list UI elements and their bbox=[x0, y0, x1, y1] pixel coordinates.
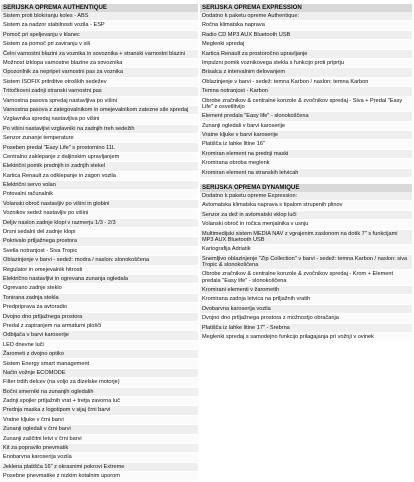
list-item: Tonirana zadnja stekla bbox=[1, 294, 198, 303]
list-item: Kromiran element na stranskih letvicah bbox=[200, 169, 412, 178]
list-item: Vratne kljuke v barvi karoserije bbox=[200, 131, 412, 140]
list-item: Dodatno k paketu opreme Expression: bbox=[200, 192, 412, 201]
expression-list bbox=[200, 12, 412, 178]
list-item: Ročna klimatska naprava bbox=[200, 21, 412, 30]
dynamique-heading: SERIJSKA OPREMA DYNAMIQUE bbox=[200, 184, 412, 192]
list-item: Po višini nastavljivi vzglavniki na zadnjih treh sedežih bbox=[1, 125, 198, 134]
list-item: Impulzni pomik voznikovega stekla s funkcijo proti priprtju bbox=[200, 59, 412, 68]
list-item: Prednja maska z logotipom v sijaj črni barvi bbox=[1, 406, 198, 415]
list-item: Regulator in omejevalnik hitrosti bbox=[1, 266, 198, 275]
list-item: Oblazinjenje v barvi - sedež: modra / naslon: slonokoščena bbox=[1, 256, 198, 265]
list-item: Multimedijski sistem MEDIA NAV z vgrajenim zaslonom na dotik 7" s funkcijami MP3 AUX Bluetooth USB bbox=[200, 230, 412, 246]
authentique-heading: SERIJSKA OPREMA AUTHENTIQUE bbox=[1, 4, 198, 12]
list-item: Radio CD MP3 AUX Bluetooth USB bbox=[200, 31, 412, 40]
list-item: Filter trdih delcev (na voljo za dizelske motorje) bbox=[1, 378, 198, 387]
list-item: Zadnji spojler prtljažnih vrat + tretja zavorna luč bbox=[1, 397, 198, 406]
list-item: Pokrivalo prtljažnega prostora bbox=[1, 237, 198, 246]
list-item: Predpriprava za avtoradio bbox=[1, 303, 198, 312]
list-item: Sistem proti blokiranju koles - ABS bbox=[1, 12, 198, 21]
list-item: Brisalca z intervalnim delovanjem bbox=[200, 68, 412, 77]
list-item: Senzor za dež in avtomatski vklop luči bbox=[200, 211, 412, 220]
list-item: Kromirana obroba meglenk bbox=[200, 159, 412, 168]
list-item: Kartografija Adriatik bbox=[200, 245, 412, 254]
list-item: Čelni varnostni blazini za voznika in sovoznika + stranski varnostni blazini bbox=[1, 50, 198, 59]
list-item: Zunanji zaščitni letvi v črni barvi bbox=[1, 435, 198, 444]
list-item: Električno nastavljivi in ogrevana zunanja ogledala bbox=[1, 275, 198, 284]
list-item: Temna notranjost - Karbon bbox=[200, 87, 412, 96]
list-item: Voznikov sedež nastavljiv po višini bbox=[1, 209, 198, 218]
list-item: Meglenki spredaj bbox=[200, 40, 412, 49]
list-item: Električni servo volan bbox=[1, 181, 198, 190]
list-item: Varnostna pasova spredaj nastavljiva po višini bbox=[1, 97, 198, 106]
list-item: Tritočkovni zadnji stranski varnostni pas bbox=[1, 87, 198, 96]
list-item: Električni pomik prednjih in zadnjih stekel bbox=[1, 162, 198, 171]
list-item: Platišča iz lahke litine 17" - Srebrna bbox=[200, 324, 412, 333]
list-item: Predal z zapiranjem na armaturni plošči bbox=[1, 322, 198, 331]
list-item: Kromirana zadnja letvica na prtljažnih vratih bbox=[200, 295, 412, 304]
list-item: Dvojno dno prtljažnega prostora bbox=[1, 313, 198, 322]
dynamique-list bbox=[200, 192, 412, 342]
list-item: Opozorilnik za nepripet varnostni pas za voznika bbox=[1, 68, 198, 77]
list-item: Element predala "Easy life" - slonokoščena bbox=[200, 112, 412, 121]
list-item: Avtomatska klimatska naprava s tipalom strupenih plinov bbox=[200, 201, 412, 210]
list-item: Platišča iz lahke litine 16" bbox=[200, 140, 412, 149]
list-item: Sistem Energy smart management bbox=[1, 359, 198, 368]
list-item: Kit za popravilo pnevmatik bbox=[1, 444, 198, 453]
list-item: Način vožnje ECOMODE bbox=[1, 369, 198, 378]
list-item: Obrobe zračnikov & centralne konzole & zvočnikov spredaj - Siva + Predal "Easy Life" z osvetlitvijo bbox=[200, 97, 412, 113]
list-item: Enobarvna karoserija vozila bbox=[1, 453, 198, 462]
list-item: Zunanji ogledali v barvi karoserije bbox=[200, 122, 412, 131]
authentique-column bbox=[1, 4, 198, 482]
list-item: Senzor zunanje temperature bbox=[1, 134, 198, 143]
list-item: Žarometi z dvojno optiko bbox=[1, 350, 198, 359]
list-item: Kartica Renault za prostoročno upravljanje bbox=[200, 50, 412, 59]
list-item: Obrobe zračnikov & centralne konzole & zvočnikov spredaj - Krom + Element predala "Easy life" - slonokoščena bbox=[200, 270, 412, 286]
list-item: Kartica Renault za odklepanje in zagon vozila bbox=[1, 172, 198, 181]
list-item: Poseben predal "Easy Life" s prostornino 11L bbox=[1, 143, 198, 152]
list-item: Potovalni računalnik bbox=[1, 190, 198, 199]
list-item: Deljiv naslon zadnje klopi v razmerju 1/3 - 2/3 bbox=[1, 219, 198, 228]
list-item: Snemljivo oblazinjenje "Zip Collection" v barvi - sedež: temna Karbon / naslon: siva Tropic & slonokoščena bbox=[200, 255, 412, 271]
upgrade-column bbox=[200, 4, 412, 342]
list-item: Kromirani elementi v žarometih bbox=[200, 286, 412, 295]
list-item: Posebne pnevmatike z nizkim kotalnim uporom bbox=[1, 472, 198, 481]
list-item: Meglenki spredaj s samodejno funkcijo prilagajanja pri vožnji v ovinek bbox=[200, 333, 412, 342]
list-item: Odbijača v barvi karoserije bbox=[1, 331, 198, 340]
authentique-list bbox=[1, 12, 198, 482]
list-item: Dodatno k paketu opreme Authentique: bbox=[200, 12, 412, 21]
list-item: Dvobarvna karoserija vozila bbox=[200, 305, 412, 314]
list-item: Sistem za pomoč pri zaviranju v sili bbox=[1, 40, 198, 49]
list-item: Vzglavnika spredaj nastavljiva po višini bbox=[1, 115, 198, 124]
list-item: Kromiran element na prednji maski bbox=[200, 150, 412, 159]
list-item: Jeklena platišča 16" z okrasnimi pokrovi Extreme bbox=[1, 463, 198, 472]
list-item: Vratne kljuke v črni barvi bbox=[1, 416, 198, 425]
list-item: Volanski obroč nastavljiv po višini in globini bbox=[1, 200, 198, 209]
list-item: Svetla notranjost - Siva Tropic bbox=[1, 247, 198, 256]
list-item: Centralno zaklepanje z daljinskim upravljanjem bbox=[1, 153, 198, 162]
list-item: Varnostna pasova z zategovalnikom in omejevalnikom zatezne sile spredaj bbox=[1, 106, 198, 115]
list-item: LED dnevne luči bbox=[1, 341, 198, 350]
list-item: Dvojno dno prtljažnega prostora z možnostjo obračanja bbox=[200, 314, 412, 323]
expression-heading: SERIJSKA OPREMA EXPRESSION bbox=[200, 4, 412, 12]
list-item: Pomoč pri speljevanju v klanec bbox=[1, 31, 198, 40]
list-item: Bočni smerniki na zunanjih ogledalih bbox=[1, 388, 198, 397]
list-item: Volanski obroč in ročica menjalnika v usnju bbox=[200, 220, 412, 229]
list-item: Zunanji ogledali v črni barvi bbox=[1, 425, 198, 434]
list-item: Sistem ISOFIX pritrditve otroških sedežev bbox=[1, 78, 198, 87]
list-item: Sistem za nadzor stabilnosti vozila - ESP bbox=[1, 21, 198, 30]
list-item: Drsni sedalni del zadnje klopi bbox=[1, 228, 198, 237]
list-item: Možnost izklopa varnostne blazine za sovoznika bbox=[1, 59, 198, 68]
list-item: Ogrevano zadnje steklo bbox=[1, 284, 198, 293]
list-item: Oblazinjenje v barvi - sedež: temna Karbon / naslon: temna Karbon bbox=[200, 78, 412, 87]
